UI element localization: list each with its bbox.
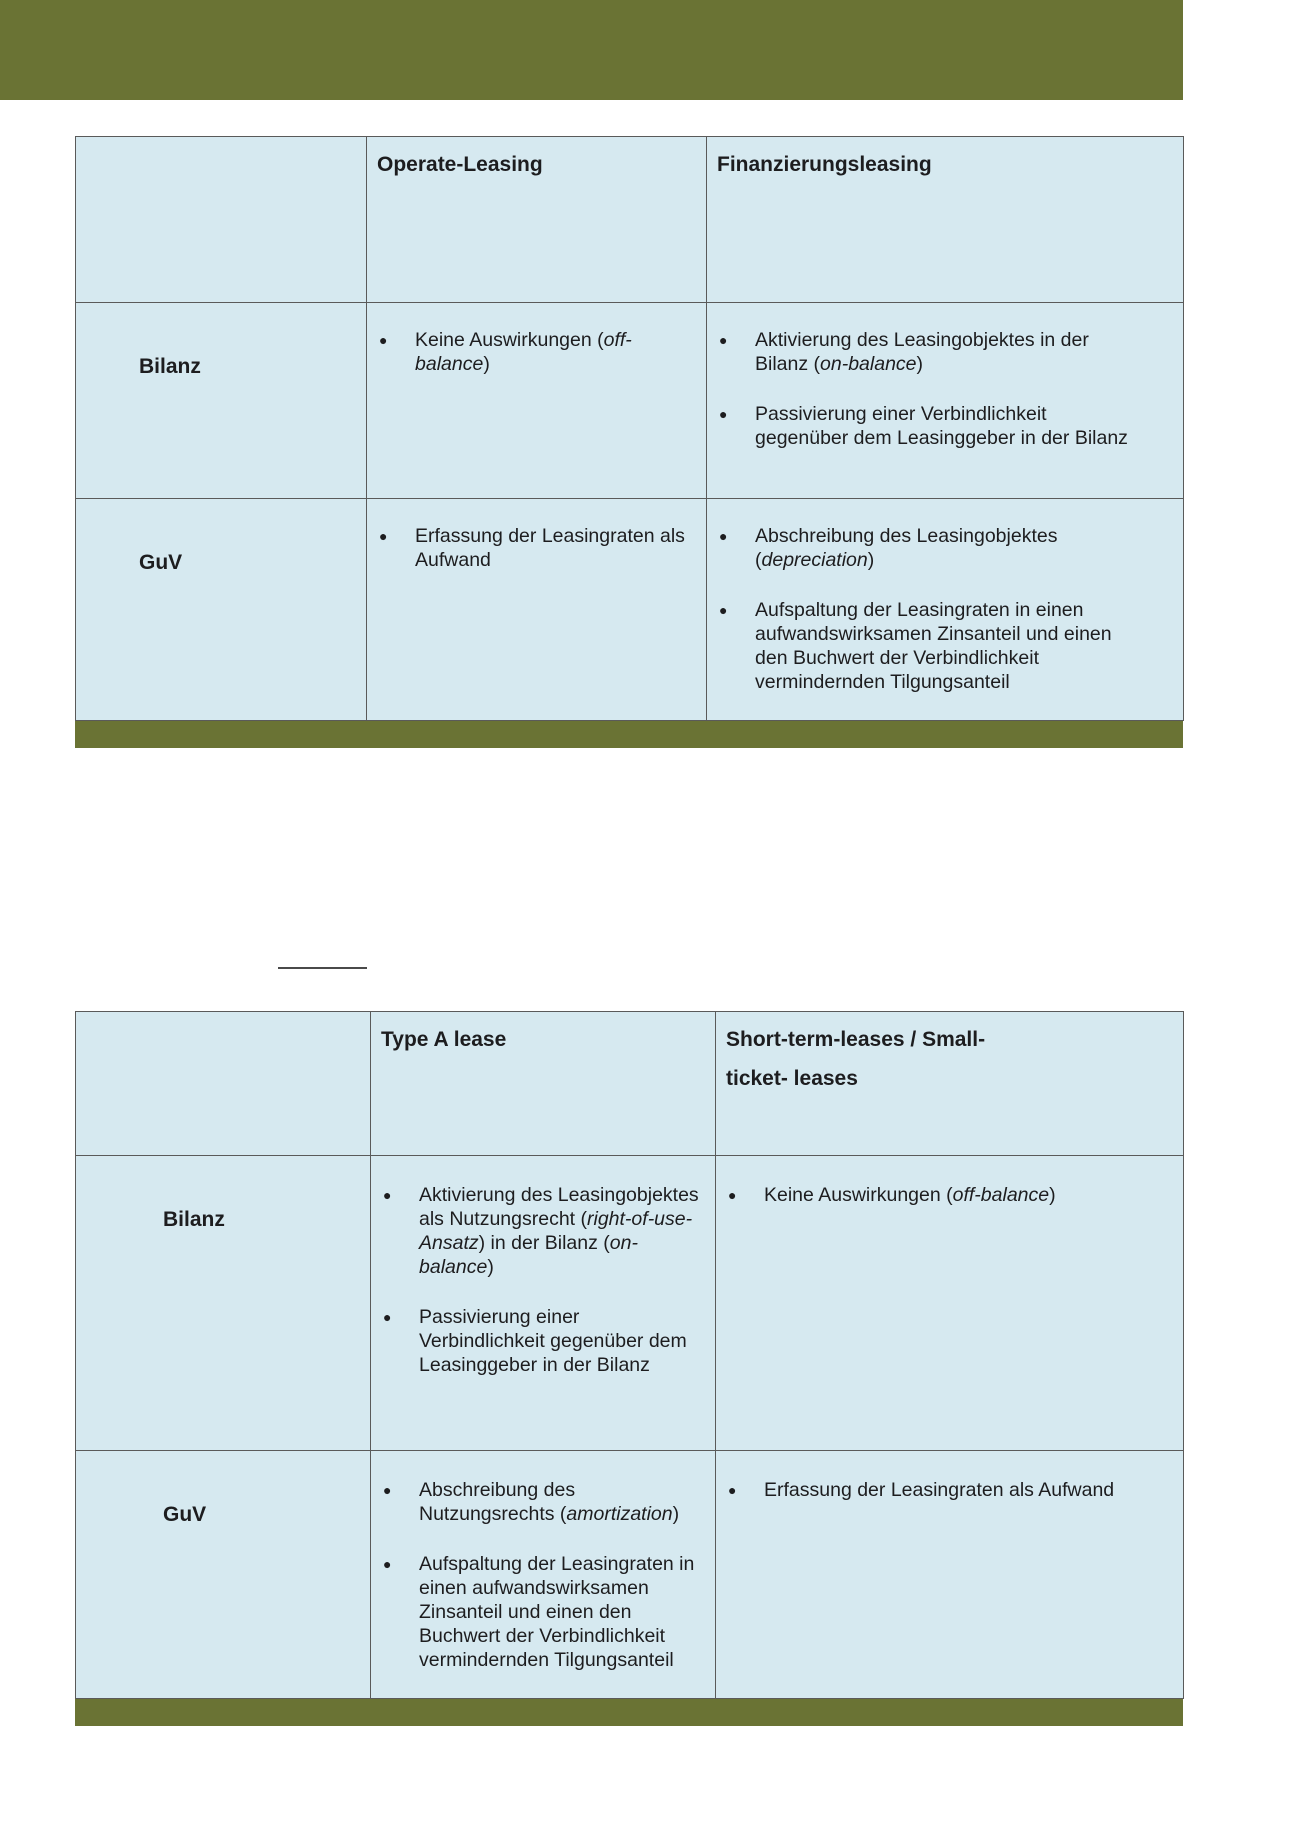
bullet-item bbox=[719, 328, 1143, 376]
bullet-item bbox=[728, 1183, 1143, 1207]
bullet-text: Aktivierung des Leasingobjektes als Nutzungsrecht ( bbox=[419, 1184, 699, 1230]
bullet-item bbox=[379, 328, 696, 376]
table-cell bbox=[716, 1451, 1184, 1699]
table-cell bbox=[707, 499, 1184, 721]
row-label-cell bbox=[76, 499, 367, 721]
bullet-text: ) bbox=[1049, 1184, 1056, 1206]
bullet-text: Abschreibung des Nutzungsrechts ( bbox=[419, 1479, 576, 1525]
table-cell bbox=[371, 1451, 716, 1699]
header-cell-type-a-lease: Type A lease bbox=[371, 1012, 716, 1156]
bullet-term-italic: off-balance bbox=[952, 1184, 1050, 1206]
bullet-list bbox=[719, 524, 1143, 694]
bullet-item bbox=[719, 402, 1143, 450]
bullet-list bbox=[379, 524, 696, 572]
bullet-text: ) bbox=[487, 1256, 494, 1278]
table-header-row bbox=[76, 137, 1184, 303]
bullet-item bbox=[719, 598, 1143, 694]
table-cell bbox=[707, 303, 1184, 499]
bullet-text: Aktivierung des Leasingobjektes in der Bilanz ( bbox=[755, 329, 1089, 375]
table-footer-bar bbox=[75, 721, 1183, 748]
bullet-text: ) bbox=[483, 353, 490, 375]
bullet-text: Abschreibung des Leasingobjektes ( bbox=[755, 525, 1058, 571]
table-cell bbox=[716, 1156, 1184, 1451]
bullet-item bbox=[379, 524, 696, 572]
table-header-row bbox=[76, 1012, 1184, 1156]
table-row bbox=[76, 1156, 1184, 1451]
bullet-text: ) bbox=[867, 549, 875, 571]
bullet-term-italic: off-balance bbox=[415, 329, 632, 375]
header-cell-operate-leasing: Operate-Leasing bbox=[367, 137, 707, 303]
bullet-item bbox=[383, 1552, 707, 1672]
bullet-list bbox=[728, 1478, 1143, 1502]
bullet-item bbox=[383, 1183, 707, 1279]
row-label-bilanz: Bilanz bbox=[139, 355, 201, 378]
bullet-item bbox=[383, 1478, 707, 1526]
table-row bbox=[76, 303, 1184, 499]
bullet-list bbox=[379, 328, 696, 376]
bullet-text: Passivierung einer Verbindlichkeit gegenüber dem Leasinggeber in der Bilanz bbox=[755, 403, 1128, 449]
table-cell bbox=[371, 1156, 716, 1451]
row-label-guv: GuV bbox=[163, 1503, 207, 1526]
bullet-text: Erfassung der Leasingraten als Aufwand bbox=[764, 1479, 1115, 1501]
table-cell bbox=[367, 303, 707, 499]
bullet-text: ) bbox=[672, 1503, 680, 1525]
table-ifrs-old bbox=[75, 136, 1184, 721]
table-row bbox=[76, 499, 1184, 721]
bullet-term-italic: amortization bbox=[566, 1503, 673, 1525]
bullet-list bbox=[383, 1183, 707, 1377]
header-cell-short-term-leases: Short-term-leases / Small-ticket- leases bbox=[716, 1012, 1184, 1156]
comparison-table-1 bbox=[75, 136, 1183, 748]
bullet-item bbox=[728, 1478, 1143, 1502]
table-row bbox=[76, 1451, 1184, 1699]
table-footer-bar bbox=[75, 1699, 1183, 1726]
bullet-term-italic: right-of-use-Ansatz bbox=[419, 1208, 693, 1254]
bullet-text: Aufspaltung der Leasingraten in einen aufwandswirksamen Zinsanteil und einen den Buchwert der Verbindlichkeit vermindernden Tilgungsanteil bbox=[419, 1553, 695, 1671]
row-label-bilanz: Bilanz bbox=[163, 1208, 225, 1231]
row-label-cell bbox=[76, 1451, 371, 1699]
bullet-text: ) in der Bilanz ( bbox=[478, 1232, 610, 1254]
bullet-term-italic: on-balance bbox=[820, 353, 917, 375]
row-label-guv: GuV bbox=[139, 551, 183, 574]
bullet-list bbox=[383, 1478, 707, 1672]
bullet-text: Passivierung einer Verbindlichkeit gegenüber dem Leasinggeber in der Bilanz bbox=[419, 1306, 687, 1376]
comparison-table-2 bbox=[75, 1011, 1183, 1726]
bullet-list bbox=[728, 1183, 1143, 1207]
table-cell bbox=[367, 499, 707, 721]
header-cell-empty bbox=[76, 1012, 371, 1156]
bullet-text: Keine Auswirkungen ( bbox=[415, 329, 604, 351]
bullet-text: ) bbox=[916, 353, 924, 375]
bullet-term-italic: depreciation bbox=[761, 549, 868, 571]
row-label-cell bbox=[76, 303, 367, 499]
divider-line bbox=[278, 967, 367, 969]
header-cell-finanzierungsleasing: Finanzierungsleasing bbox=[707, 137, 1184, 303]
bullet-text: Erfassung der Leasingraten als Aufwand bbox=[415, 525, 685, 571]
bullet-term-italic: on-balance bbox=[419, 1232, 638, 1278]
bullet-text: Keine Auswirkungen ( bbox=[764, 1184, 953, 1206]
bullet-item bbox=[383, 1305, 707, 1377]
header-cell-empty bbox=[76, 137, 367, 303]
bullet-list bbox=[719, 328, 1143, 450]
bullet-text: Aufspaltung der Leasingraten in einen aufwandswirksamen Zinsanteil und einen den Buchwert der Verbindlichkeit vermindernden Tilgungsanteil bbox=[755, 599, 1112, 693]
bullet-item bbox=[719, 524, 1143, 572]
header-banner bbox=[0, 0, 1183, 100]
table-ifrs16 bbox=[75, 1011, 1184, 1699]
row-label-cell bbox=[76, 1156, 371, 1451]
